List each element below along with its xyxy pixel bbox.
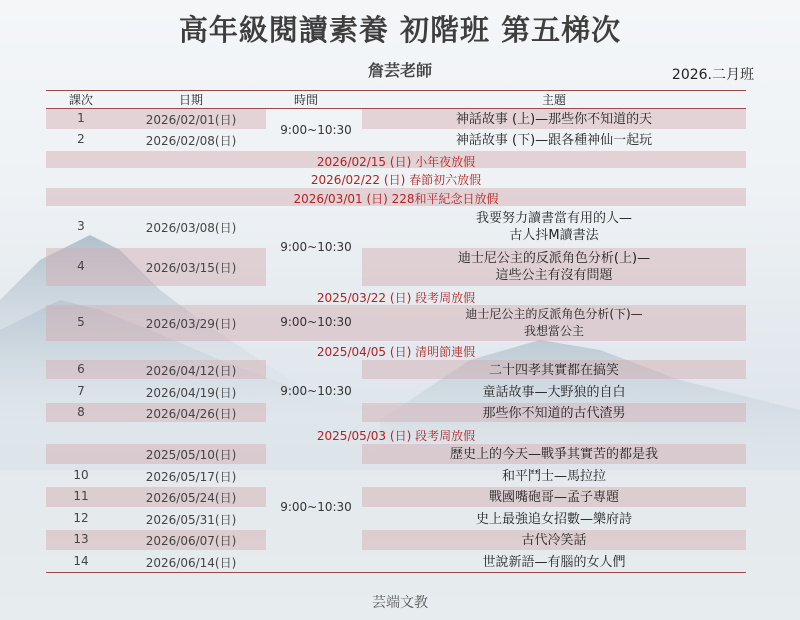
row-date: 2026/04/19(日) xyxy=(145,386,237,400)
header-time: 時間 xyxy=(293,93,318,107)
row-no: 11 xyxy=(73,489,89,503)
term-label: 2026.二月班 xyxy=(671,67,754,83)
row-no: 3 xyxy=(77,219,85,233)
row-topic: 戰國嘴砲哥—孟子專題 xyxy=(488,490,619,505)
row-date: 2026/06/14(日) xyxy=(145,556,237,570)
row-date: 2026/05/31(日) xyxy=(145,513,237,527)
header-date: 日期 xyxy=(178,93,203,107)
row-no: 8 xyxy=(77,405,85,419)
row-no: 13 xyxy=(73,532,89,546)
table-header xyxy=(46,90,746,108)
row-no: 12 xyxy=(73,511,89,525)
teacher-name: 詹芸老師 xyxy=(367,61,432,80)
row-date: 2026/03/29(日) xyxy=(145,317,237,331)
topic-line: 迪士尼公主的反派角色分析(上)— xyxy=(457,251,651,266)
row-topic: 古代冷笑話 xyxy=(521,533,587,548)
time-cell: 9:00~10:30 xyxy=(280,123,352,137)
row-date: 2026/06/07(日) xyxy=(145,534,237,548)
holiday-row: 2025/03/22 (日) 段考周放假 xyxy=(316,291,476,305)
time-cell: 9:00~10:30 xyxy=(280,240,352,254)
row-no: 10 xyxy=(73,468,89,482)
row-date: 2026/02/08(日) xyxy=(145,134,237,148)
holiday-row: 2025/05/03 (日) 段考周放假 xyxy=(316,429,476,443)
row-topic: 歷史上的今天—戰爭其實苦的都是我 xyxy=(449,447,658,462)
time-cell: 9:00~10:30 xyxy=(280,315,352,329)
header-topic: 主題 xyxy=(541,93,566,107)
topic-line: 古人抖M讀書法 xyxy=(509,228,599,243)
row-no: 7 xyxy=(77,384,85,398)
row-topic: 那些你不知道的古代渣男 xyxy=(482,406,626,421)
topic-line: 這些公主有沒有問題 xyxy=(495,268,613,283)
row-date: 2026/04/26(日) xyxy=(145,407,237,421)
holiday-row: 2025/04/05 (日) 清明節連假 xyxy=(316,345,476,359)
row-no: 4 xyxy=(77,259,85,273)
row-topic: 童話故事—大野狼的自白 xyxy=(482,385,626,400)
holiday-row: 2026/03/01 (日) 228和平紀念日放假 xyxy=(293,192,499,206)
row-date: 2026/05/17(日) xyxy=(145,470,237,484)
row-date: 2026/05/24(日) xyxy=(145,491,237,505)
holiday-row: 2026/02/22 (日) 春節初六放假 xyxy=(310,173,482,187)
row-topic: 二十四孝其實都在搞笑 xyxy=(488,363,619,378)
row-topic xyxy=(362,306,746,340)
row-topic xyxy=(362,210,746,244)
row-no: 5 xyxy=(77,315,85,329)
page-title: 高年級閱讀素養 初階班 第五梯次 xyxy=(178,13,622,47)
header-no: 課次 xyxy=(68,93,93,107)
row-topic: 和平鬥士—馬拉拉 xyxy=(501,469,606,484)
time-cell: 9:00~10:30 xyxy=(280,384,352,398)
row-no: 14 xyxy=(73,554,89,568)
row-topic: 神話故事 (下)—跟各種神仙一起玩 xyxy=(455,133,653,148)
row-no: 2 xyxy=(77,132,85,146)
row-date: 2025/05/10(日) xyxy=(145,448,237,462)
row-topic: 神話故事 (上)—那些你不知道的天 xyxy=(455,112,653,127)
row-no: 6 xyxy=(77,362,85,376)
row-topic: 世說新語—有腦的女人們 xyxy=(482,555,626,570)
topic-line: 我想當公主 xyxy=(523,324,584,338)
row-topic: 史上最強追女招數—樂府詩 xyxy=(475,512,632,527)
table-bottom-rule xyxy=(46,572,746,573)
holiday-row: 2026/02/15 (日) 小年夜放假 xyxy=(316,155,476,169)
topic-line: 我要努力讀書當有用的人— xyxy=(475,211,632,226)
row-date: 2026/03/08(日) xyxy=(145,221,237,235)
row-date: 2026/03/15(日) xyxy=(145,261,237,275)
row-date: 2026/02/01(日) xyxy=(145,113,237,127)
row-topic xyxy=(362,250,746,284)
time-cell: 9:00~10:30 xyxy=(280,500,352,514)
topic-line: 迪士尼公主的反派角色分析(下)— xyxy=(465,307,643,321)
footer-brand: 芸端文教 xyxy=(372,595,428,611)
row-no: 1 xyxy=(77,111,85,125)
row-date: 2026/04/12(日) xyxy=(145,364,237,378)
